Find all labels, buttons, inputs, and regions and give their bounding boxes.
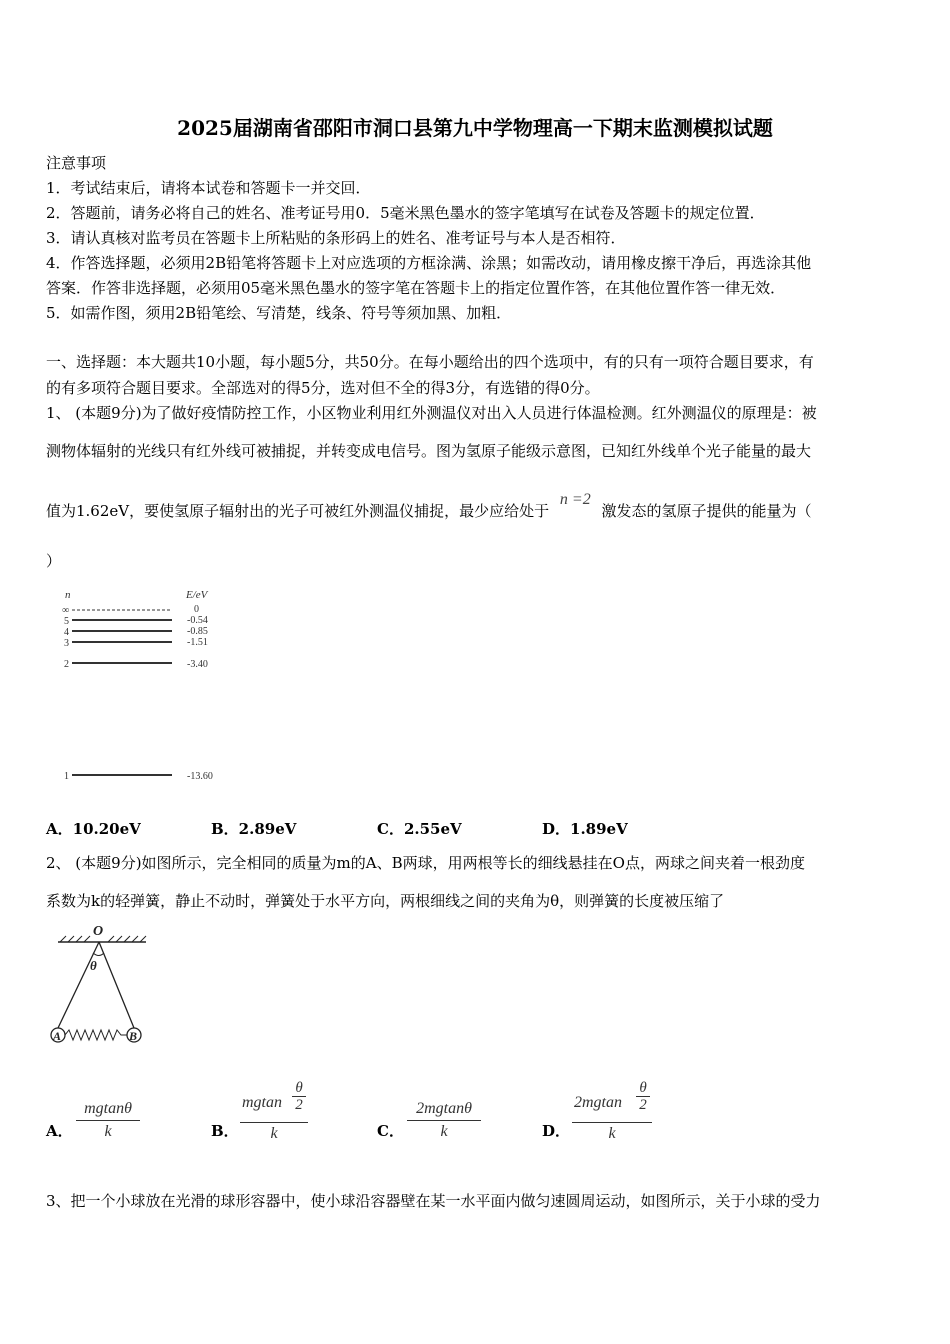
- fraction-numerator: 2mgtan: [574, 1094, 622, 1111]
- q2-option-a-label: A．: [46, 1122, 73, 1140]
- level-n-label: 3: [64, 638, 69, 649]
- half-theta-denominator: 2: [295, 1097, 303, 1113]
- angle-theta-label: θ: [90, 958, 97, 973]
- q2-option-c-label: C．: [377, 1122, 404, 1140]
- q2-text: 系数为k的轻弹簧，静止不动时，弹簧处于水平方向，两根细线之间的夹角为θ，则弹簧的长度被压缩了: [46, 892, 725, 910]
- q1-option-a: A．10.20eV: [46, 820, 141, 838]
- q1-text: 1、 (本题9分)为了做好疫情防控工作，小区物业利用红外测温仪对出入人员进行体温检测。红外测温仪的原理是：被: [46, 404, 817, 422]
- page-title: 2025届湖南省邵阳市洞口县第九中学物理高一下期末监测模拟试题: [177, 116, 773, 140]
- fraction-numerator: mgtan: [242, 1094, 282, 1111]
- notice-item: 3．请认真核对监考员在答题卡上所粘贴的条形码上的姓名、准考证号与本人是否相符．: [46, 229, 626, 247]
- notice-item: 4．作答选择题，必须用2B铅笔将答题卡上对应选项的方框涂满、涂黑；如需改动，请用橡皮擦干净后，再选涂其他: [46, 254, 812, 272]
- q1-option-d: D．1.89eV: [542, 820, 628, 838]
- half-theta-numerator: θ: [639, 1080, 647, 1096]
- ball-b-label: B: [129, 1029, 138, 1043]
- half-theta-numerator: θ: [295, 1080, 303, 1096]
- level-n-label: 2: [64, 659, 69, 670]
- q2-option-c-fraction: [407, 1100, 481, 1141]
- energy-axis-label: E/eV: [186, 589, 208, 601]
- half-theta: [292, 1080, 306, 1113]
- q2-text: 2、 (本题9分)如图所示，完全相同的质量为m的A、B两球，用两根等长的细线悬挂在O点，两球之间夹着一根劲度: [46, 854, 805, 872]
- notice-item: 1．考试结束后，请将本试卷和答题卡一并交回．: [46, 179, 371, 197]
- q2-option-b-fraction: [240, 1082, 308, 1143]
- level-energy-label: -1.51: [187, 637, 208, 648]
- level-energy-label: -0.54: [187, 615, 208, 626]
- level-n-label: 1: [64, 771, 69, 782]
- q1-text: [46, 491, 812, 521]
- q2-option-a-fraction: [76, 1100, 140, 1141]
- point-o-label: O: [93, 924, 104, 939]
- q1-text: ）: [46, 552, 62, 570]
- string-right: [99, 942, 134, 1028]
- formula-n2: n =2: [559, 491, 591, 508]
- q2-option-d-label: D．: [542, 1122, 571, 1140]
- level-energy-label: -13.60: [187, 771, 213, 782]
- fraction-denominator: k: [440, 1123, 448, 1140]
- fraction-denominator: k: [608, 1125, 616, 1142]
- q2-option-d-fraction: [572, 1082, 652, 1143]
- section-heading: 一、选择题：本大题共10小题，每小题5分，共50分。在每小题给出的四个选项中，有的只有一项符合题目要求，有: [46, 353, 814, 371]
- q1-text-part: 值为1.62eV，要使氢原子辐射出的光子可被红外测温仪捕捉，最少应给处于: [46, 502, 550, 520]
- fraction-denominator: k: [104, 1123, 112, 1140]
- level-energy-label: -0.85: [187, 626, 208, 637]
- spring: [65, 1030, 127, 1040]
- fraction-denominator: k: [270, 1125, 278, 1142]
- fraction-numerator: mgtanθ: [84, 1100, 132, 1117]
- section-heading-cont: 的有多项符合题目要求。全部选对的得5分，选对但不全的得3分，有选错的得0分。: [46, 379, 600, 397]
- level-n-label: 4: [64, 627, 69, 638]
- energy-level-diagram: [58, 586, 238, 786]
- notice-heading: 注意事项: [46, 154, 107, 172]
- fraction-numerator: 2mgtanθ: [416, 1100, 472, 1117]
- level-energy-label: 0: [194, 604, 199, 615]
- n-axis-label: n: [65, 589, 71, 601]
- level-n-label: ∞: [62, 605, 70, 616]
- half-theta-denominator: 2: [639, 1097, 647, 1113]
- two-ball-spring-figure: [48, 920, 158, 1050]
- level-n-label: 5: [64, 616, 69, 627]
- level-energy-label: -3.40: [187, 659, 208, 670]
- q2-option-b-label: B．: [211, 1122, 239, 1140]
- half-theta: [636, 1080, 650, 1113]
- q1-text-part: 激发态的氢原子提供的能量为（: [601, 502, 812, 520]
- q1-option-c: C．2.55eV: [377, 820, 462, 838]
- ball-a-label: A: [53, 1029, 62, 1043]
- string-left: [58, 942, 99, 1028]
- q1-option-b: B．2.89eV: [211, 820, 297, 838]
- notice-item: 2．答题前，请务必将自己的姓名、准考证号用0．5毫米黑色墨水的签字笔填写在试卷及答题卡的规定位置．: [46, 204, 765, 222]
- q1-text: 测物体辐射的光线只有红外线可被捕捉，并转变成电信号。图为氢原子能级示意图，已知红外线单个光子能量的最大: [46, 442, 812, 460]
- notice-item: 答案．作答非选择题，必须用05毫米黑色墨水的签字笔在答题卡上的指定位置作答，在其他位置作答一律无效．: [46, 279, 786, 297]
- q3-text: 3、把一个小球放在光滑的球形容器中，使小球沿容器壁在某一水平面内做匀速圆周运动，如图所示，关于小球的受力: [46, 1192, 821, 1210]
- notice-item: 5．如需作图，须用2B铅笔绘、写清楚，线条、符号等须加黑、加粗．: [46, 304, 512, 322]
